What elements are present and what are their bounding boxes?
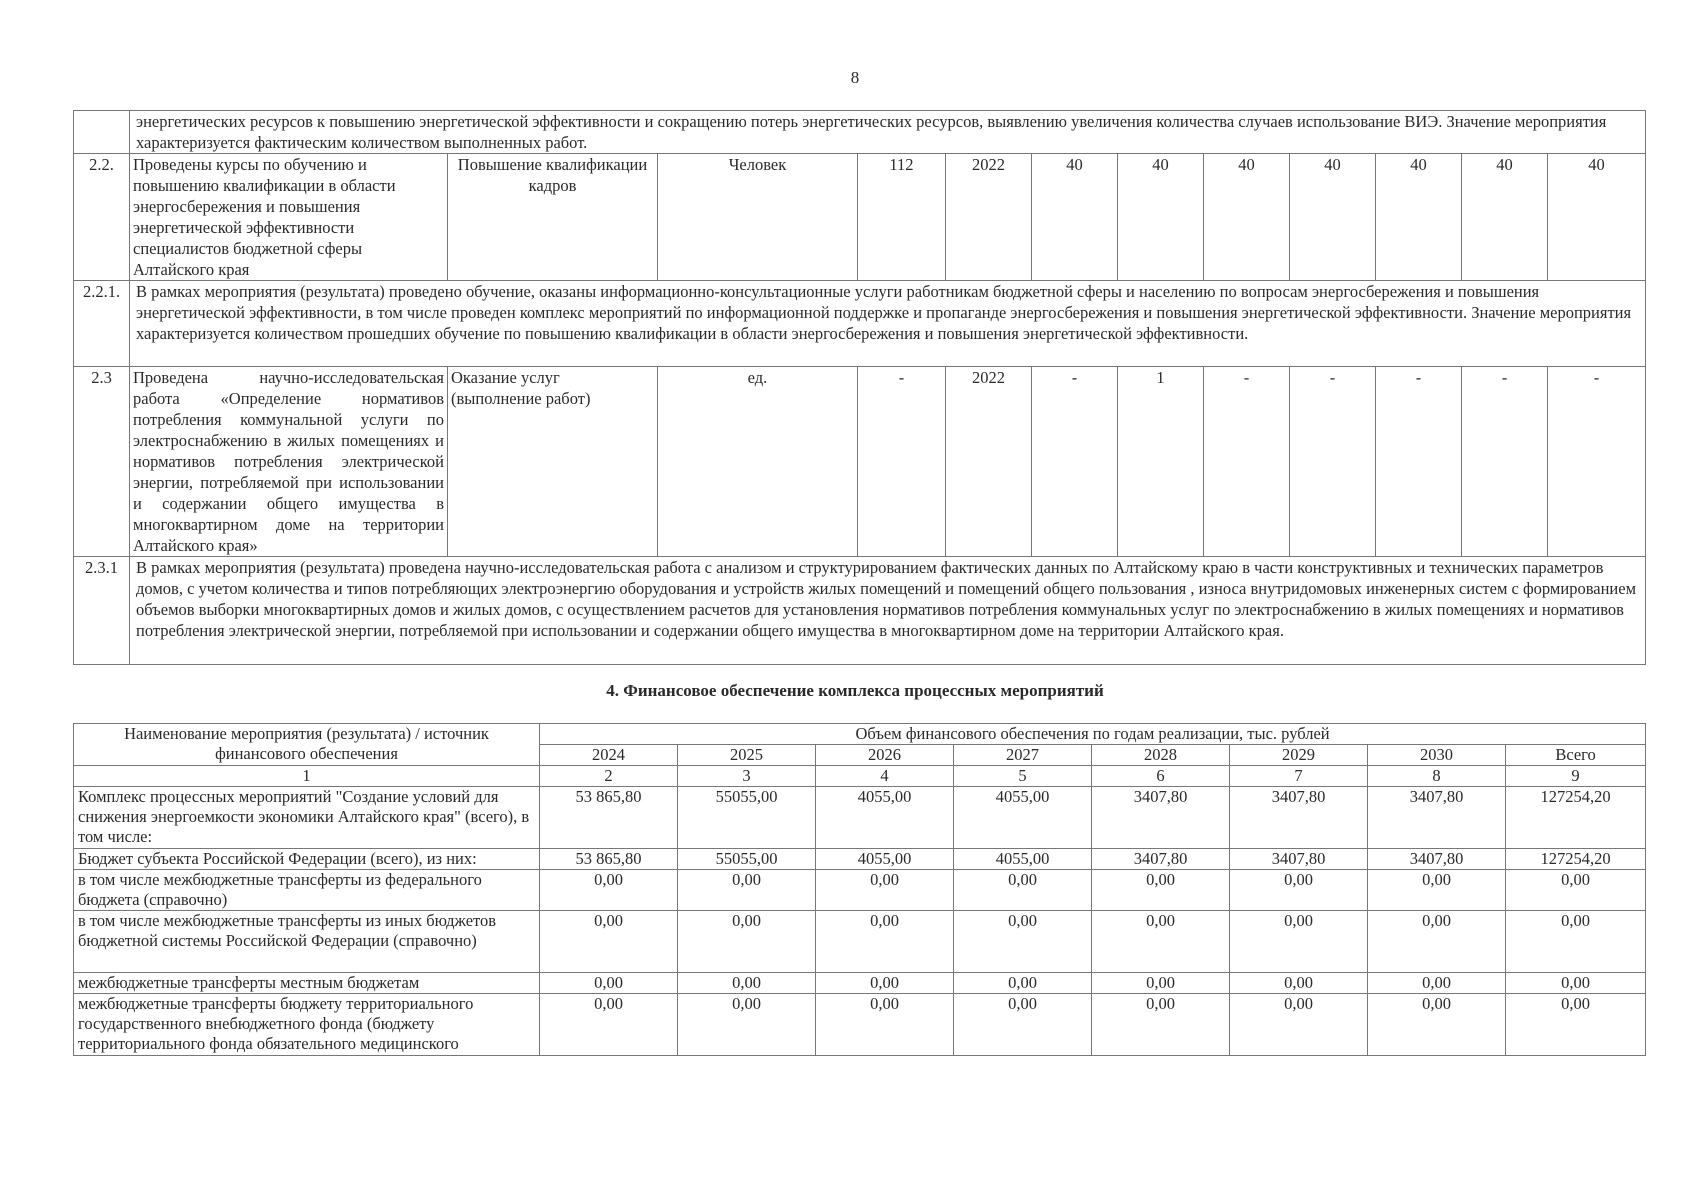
value-cell: - (1462, 367, 1548, 557)
amount-cell: 0,00 (540, 973, 678, 994)
finance-row (74, 787, 1646, 849)
column-number: 4 (816, 766, 954, 787)
row-num: 2.3 (74, 367, 130, 557)
amount-cell: 0,00 (678, 994, 816, 1056)
source-name: в том числе межбюджетные трансферты из иных бюджетов бюджетной системы Российской Федерации (справочно) (74, 911, 540, 973)
amount-cell: 0,00 (1230, 973, 1368, 994)
amount-cell: 0,00 (1368, 994, 1506, 1056)
amount-cell: 0,00 (816, 870, 954, 911)
finance-row (74, 994, 1646, 1056)
row-num: 2.2.1. (74, 281, 130, 367)
amount-cell: 0,00 (540, 994, 678, 1056)
source-name: Бюджет субъекта Российской Федерации (всего), из них: (74, 849, 540, 870)
amount-cell: 55055,00 (678, 787, 816, 849)
table-row-2-3 (74, 367, 1646, 557)
total-cell: 0,00 (1506, 994, 1646, 1056)
amount-cell: 0,00 (1230, 870, 1368, 911)
amount-cell: 0,00 (954, 870, 1092, 911)
value-cell: - (1032, 367, 1118, 557)
amount-cell: 0,00 (1368, 911, 1506, 973)
value-cell: 40 (1204, 154, 1290, 281)
amount-cell: 0,00 (954, 973, 1092, 994)
source-name: Комплекс процессных мероприятий "Создание условий для снижения энергоемкости экономики Алтайского края" (всего), в том числе: (74, 787, 540, 849)
value-cell: - (1548, 367, 1646, 557)
amount-cell: 0,00 (1092, 911, 1230, 973)
amount-cell: 55055,00 (678, 849, 816, 870)
total-cell: 0,00 (1506, 911, 1646, 973)
amount-cell: 4055,00 (816, 787, 954, 849)
finance-header-row (74, 724, 1646, 745)
amount-cell: 0,00 (1368, 973, 1506, 994)
total-cell: 0,00 (1506, 973, 1646, 994)
amount-cell: 0,00 (1230, 911, 1368, 973)
amount-cell: 53 865,80 (540, 849, 678, 870)
indicators-table (73, 110, 1646, 665)
column-number: 2 (540, 766, 678, 787)
year-header: 2028 (1092, 745, 1230, 766)
amount-cell: 3407,80 (1368, 787, 1506, 849)
measure-description: В рамках мероприятия (результата) проведено обучение, оказаны информационно-консультационные услуги работникам бюджетной сферы и населению по вопросам энергосбережения и повышения энергетической эффективности, в том числе проведен комплекс мероприятий по информационной поддержке и пропаганде энергосбережения и повышения энергетической эффективности. Значение мероприятия характеризуется количеством прошедших обучение по повышению квалификации в области энергосбережения и повышения энергетической эффективности. (130, 281, 1646, 367)
measure-name: Проведены курсы по обучению и повышению квалификации в области энергосбережения и повышения энергетической эффективности специалистов бюджетной сферы Алтайского края (130, 154, 448, 281)
finance-colnum-row (74, 766, 1646, 787)
measure-name: Проведена научно-исследовательская работа «Определение нормативов потребления коммунальной услуги по электроснабжению в жилых помещениях и нормативов потребления электрической энергии, потребляемой при использовании и содержании общего имущества в многоквартирном доме на территории Алтайского края» (130, 367, 448, 557)
total-cell: 127254,20 (1506, 849, 1646, 870)
header-name: Наименование мероприятия (результата) / источник финансового обеспечения (74, 724, 540, 766)
column-number: 8 (1368, 766, 1506, 787)
column-number: 9 (1506, 766, 1646, 787)
value-cell: - (1290, 367, 1376, 557)
table-row-2-2 (74, 154, 1646, 281)
finance-row (74, 911, 1646, 973)
amount-cell: 0,00 (1230, 994, 1368, 1056)
base-value: 112 (858, 154, 946, 281)
base-value: - (858, 367, 946, 557)
column-number: 6 (1092, 766, 1230, 787)
value-cell: 40 (1032, 154, 1118, 281)
amount-cell: 3407,80 (1230, 787, 1368, 849)
finance-row (74, 849, 1646, 870)
column-number: 3 (678, 766, 816, 787)
value-cell: 40 (1118, 154, 1204, 281)
amount-cell: 0,00 (954, 994, 1092, 1056)
total-cell: 0,00 (1506, 870, 1646, 911)
total-header: Всего (1506, 745, 1646, 766)
amount-cell: 4055,00 (954, 849, 1092, 870)
row-num (74, 111, 130, 154)
measure-type: Оказание услуг (выполнение работ) (448, 367, 658, 557)
amount-cell: 0,00 (678, 870, 816, 911)
amount-cell: 4055,00 (954, 787, 1092, 849)
amount-cell: 0,00 (816, 973, 954, 994)
row-num: 2.3.1 (74, 557, 130, 665)
year-header: 2025 (678, 745, 816, 766)
source-name: межбюджетные трансферты бюджету территориального государственного внебюджетного фонда (бюджету территориального фонда обязательного медицинского (74, 994, 540, 1056)
unit: Человек (658, 154, 858, 281)
row-num: 2.2. (74, 154, 130, 281)
table-row-intro (74, 111, 1646, 154)
amount-cell: 3407,80 (1092, 787, 1230, 849)
total-cell: 127254,20 (1506, 787, 1646, 849)
value-cell: 1 (1118, 367, 1204, 557)
year-header: 2030 (1368, 745, 1506, 766)
year-header: 2029 (1230, 745, 1368, 766)
value-cell: 40 (1548, 154, 1646, 281)
finance-row (74, 973, 1646, 994)
amount-cell: 0,00 (540, 870, 678, 911)
finance-table (73, 723, 1646, 1056)
amount-cell: 0,00 (816, 994, 954, 1056)
amount-cell: 0,00 (1092, 870, 1230, 911)
source-name: межбюджетные трансферты местным бюджетам (74, 973, 540, 994)
base-year: 2022 (946, 154, 1032, 281)
value-cell: 40 (1462, 154, 1548, 281)
column-number: 5 (954, 766, 1092, 787)
table-row-2-3-1 (74, 557, 1646, 665)
unit: ед. (658, 367, 858, 557)
value-cell: - (1204, 367, 1290, 557)
amount-cell: 0,00 (816, 911, 954, 973)
measure-type: Повышение квалификации кадров (448, 154, 658, 281)
intro-text: энергетических ресурсов к повышению энергетической эффективности и сокращению потерь энергетических ресурсов, выявлению увеличения количества случаев использование ВИЭ. Значение мероприятия характеризуется фактическим количеством выполненных работ. (130, 111, 1646, 154)
value-cell: - (1376, 367, 1462, 557)
amount-cell: 0,00 (678, 973, 816, 994)
year-header: 2026 (816, 745, 954, 766)
amount-cell: 3407,80 (1368, 849, 1506, 870)
amount-cell: 0,00 (1368, 870, 1506, 911)
measure-description: В рамках мероприятия (результата) проведена научно-исследовательская работа с анализом и структурированием фактических данных по Алтайскому краю в части конструктивных и технических параметров домов, с учетом количества и типов потребляющих электроэнергию оборудования и устройств жилых помещений и помещений общего пользования , износа внутридомовых инженерных систем с формированием объемов выборки многоквартирных домов и жилых домов, с осуществлением расчетов для установления нормативов потребления коммунальных услуг по электроснабжению в жилых помещениях и нормативов потребления электрической энергии, потребляемой при использовании и содержании общего имущества в многоквартирном доме на территории Алтайского края. (130, 557, 1646, 665)
section-title: 4. Финансовое обеспечение комплекса процессных мероприятий (606, 681, 1104, 700)
source-name: в том числе межбюджетные трансферты из федерального бюджета (справочно) (74, 870, 540, 911)
value-cell: 40 (1290, 154, 1376, 281)
amount-cell: 0,00 (540, 911, 678, 973)
amount-cell: 0,00 (678, 911, 816, 973)
header-volume: Объем финансового обеспечения по годам реализации, тыс. рублей (540, 724, 1646, 745)
amount-cell: 53 865,80 (540, 787, 678, 849)
year-header: 2027 (954, 745, 1092, 766)
value-cell: 40 (1376, 154, 1462, 281)
column-number: 7 (1230, 766, 1368, 787)
amount-cell: 0,00 (1092, 994, 1230, 1056)
page-number: 8 (850, 68, 860, 87)
column-number: 1 (74, 766, 540, 787)
amount-cell: 3407,80 (1092, 849, 1230, 870)
amount-cell: 3407,80 (1230, 849, 1368, 870)
amount-cell: 0,00 (1092, 973, 1230, 994)
finance-row (74, 870, 1646, 911)
amount-cell: 0,00 (954, 911, 1092, 973)
base-year: 2022 (946, 367, 1032, 557)
amount-cell: 4055,00 (816, 849, 954, 870)
year-header: 2024 (540, 745, 678, 766)
table-row-2-2-1 (74, 281, 1646, 367)
